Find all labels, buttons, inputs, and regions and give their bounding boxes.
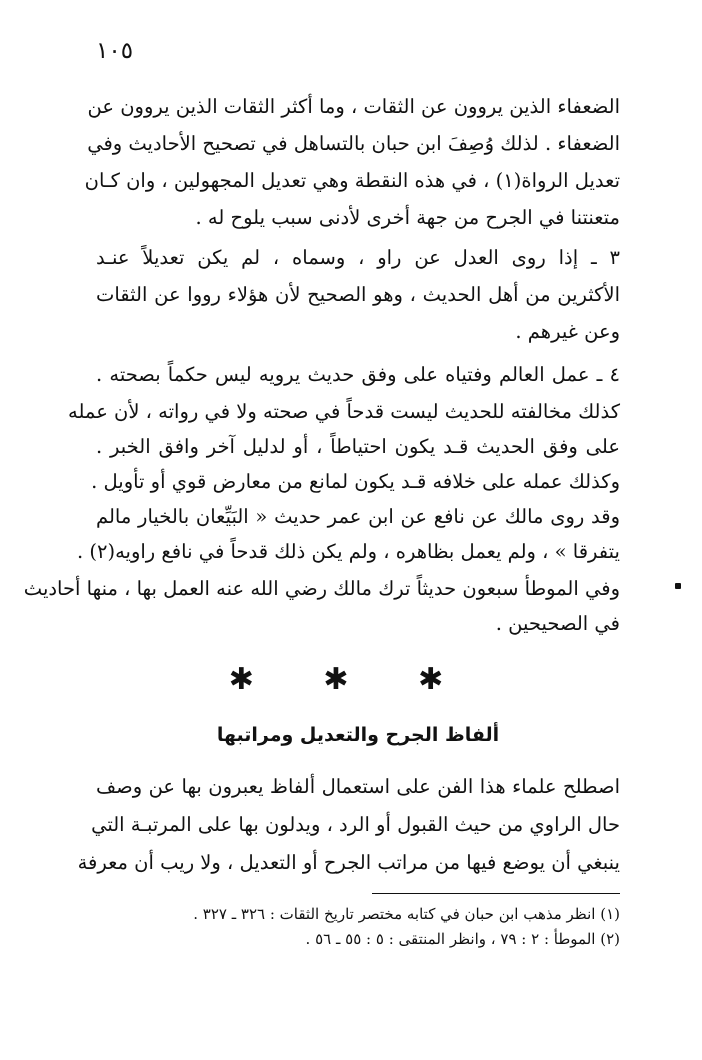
page-number: ١٠٥ <box>96 38 134 64</box>
body-line: الضعفاء الذين يروون عن الثقات ، وما أكثر الثقات الذين يروون عن <box>87 95 620 118</box>
footnote-1: (١) انظر مذهب ابن حبان في كتابه مختصر تاريخ الثقات : ٣٢٦ ـ ٣٢٧ . <box>193 905 620 923</box>
footnote-2: (٢) الموطأ : ٢ : ٧٩ ، وانظر المنتقى : ٥ : ٥٥ ـ ٥٦ . <box>305 930 620 948</box>
body-line: متعنتنا في الجرح من جهة أخرى لأدنى سبب يلوح له . <box>195 206 620 229</box>
body-line: ينبغي أن يوضع فيها من مراتب الجرح أو التعديل ، ولا ريب أن معرفة <box>77 851 620 874</box>
body-line: ٣ ـ إذا روى العدل عن راو ، وسماه ، لم يكن تعديلاً عنـد <box>96 246 620 269</box>
body-line: حال الراوي من حيث القبول أو الرد ، ويدلون بها على المرتبـة التي <box>91 813 620 836</box>
body-line: وقد روى مالك عن نافع عن ابن عمر حديث « البَيِّعان بالخيار مالم <box>96 505 620 528</box>
body-line: الأكثرين من أهل الحديث ، وهو الصحيح لأن هؤلاء رووا عن الثقات <box>96 283 620 306</box>
body-line: تعديل الرواة(١) ، في هذه النقطة وهي تعديل المجهولين ، وان كـان <box>84 169 620 192</box>
body-line: وكذلك عمله على خلافه قـد يكون لمانع من معارض قوي أو تأويل . <box>91 470 620 493</box>
body-line: على وفق الحديث قـد يكون احتياطاً ، أو لدليل آخر وافق الخبر . <box>96 435 620 458</box>
footnote-divider <box>372 893 620 894</box>
body-line: اصطلح علماء هذا الفن على استعمال ألفاظ يعبرون بها عن وصف <box>96 775 620 798</box>
body-line: يتفرقا » ، ولم يعمل بظاهره ، ولم يكن ذلك قدحاً في نافع راويه(٢) . <box>76 540 620 563</box>
body-line: وعن غيرهم . <box>515 320 620 343</box>
body-line: في الصحيحين . <box>495 612 620 635</box>
margin-mark <box>675 583 681 589</box>
body-line: ٤ ـ عمل العالم وفتياه على وفق حديث يرويه ليس حكماً بصحته . <box>96 363 620 386</box>
body-line: كذلك مخالفته للحديث ليست قدحاً في صحته ولا في رواته ، لأن عمله <box>68 400 620 423</box>
section-title: ألفاظ الجرح والتعديل ومراتبها <box>216 724 500 746</box>
body-line: الضعفاء . لذلك وُصِفَ ابن حبان بالتساهل في تصحيح الأحاديث وفي <box>87 132 620 155</box>
body-line: وفي الموطأ سبعون حديثاً ترك مالك رضي الله عنه العمل بها ، منها أحاديث <box>23 577 620 600</box>
section-separator: ✱ ✱ ✱ <box>228 662 474 697</box>
